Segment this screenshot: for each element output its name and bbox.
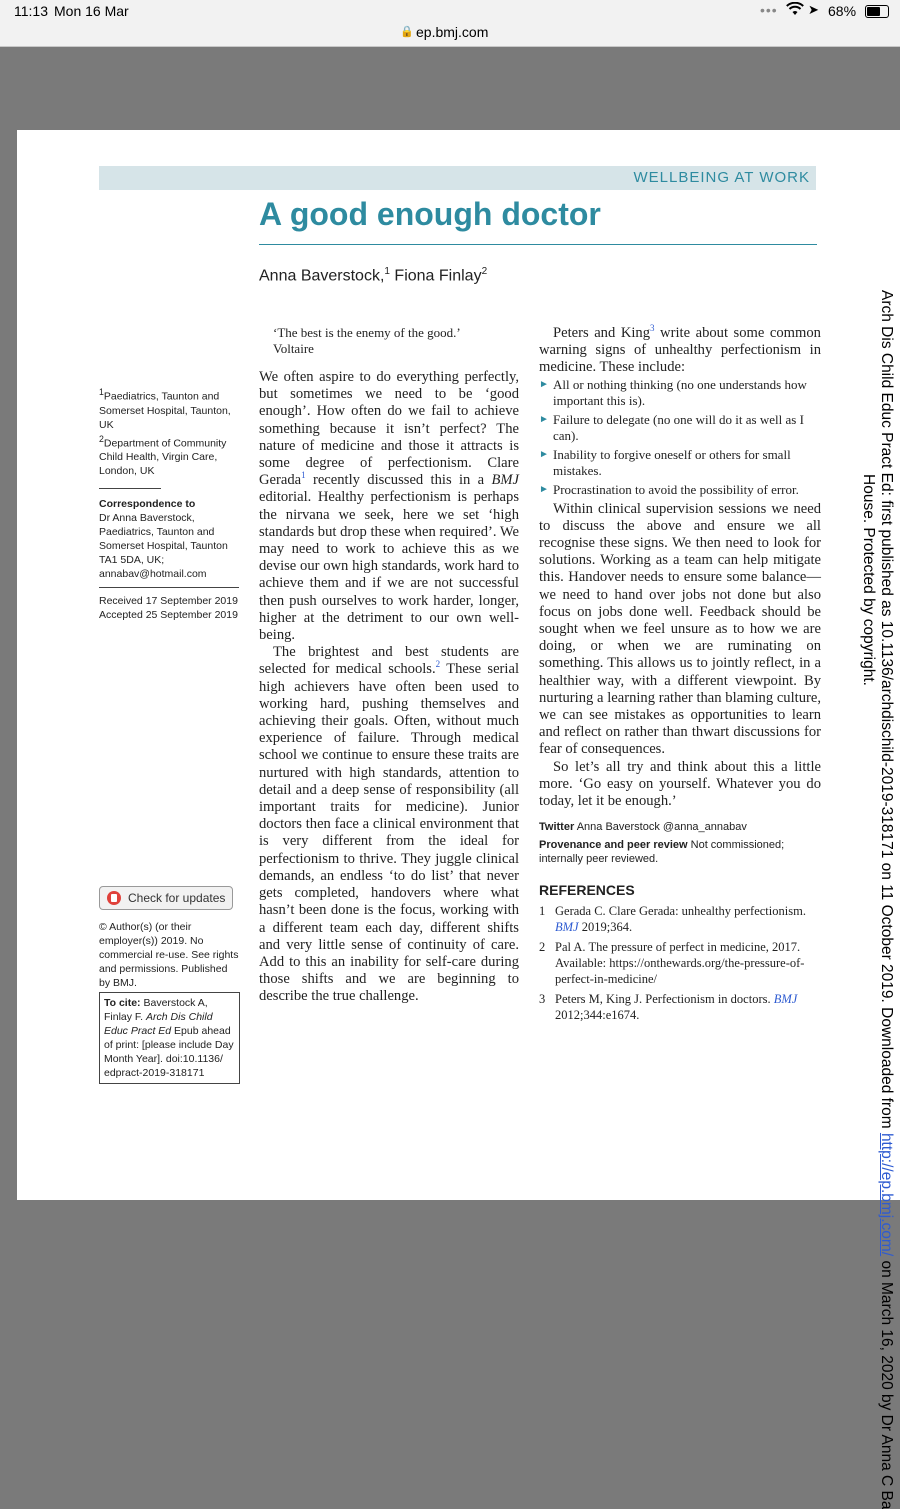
affiliation-1: $^1$Paediatrics, Taunton and Somerset Hospital, Taunton, UK — [99, 387, 231, 431]
reference-item: 1 Gerada C. Clare Gerada: unhealthy perfectionism. BMJ 2019;364. — [539, 904, 806, 935]
paragraph: Within clinical supervision sessions we need to discuss the above and ensure we all recognise these signs. We then need to look for solutions. Working as a team can help mitigate this. Handover needs to ensure some balance—we need to hand over jobs not done but also focus on jobs done well. Feedback should be sought when we feel unsure as to how we are doing, or when we are ruminating on something. This allows us to jointly reflect, in a healthier way, with a different viewpoint. By nurturing a learning rather than blaming culture, we can see mistakes as opportunities to learn and reflect on rather than thwart discussions for fear of consequences. — [539, 500, 821, 758]
status-date: Mon 16 Mar — [54, 3, 129, 19]
status-time: 11:13 — [14, 3, 48, 19]
author-name: Fiona Finlay — [394, 267, 482, 285]
references-heading: REFERENCES — [539, 882, 635, 899]
to-cite-label: To cite: — [104, 997, 141, 1009]
body-column-1 — [259, 325, 519, 1006]
correspondence-heading: Correspondence to — [99, 498, 196, 510]
location-arrow-icon: ➤ — [808, 2, 819, 17]
paragraph: Peters and King$^3$ write about some common warning signs of unhealthy perfectionism in medicine. These include: — [539, 323, 821, 376]
pdf-page — [17, 130, 900, 1509]
accepted-date: Accepted 25 September 2019 — [99, 609, 238, 621]
check-for-updates-button[interactable] — [99, 886, 233, 910]
vertical-line-1: Arch Dis Child Educ Pract Ed: first published as 10.1136/archdischild-2019-318171 on 11 October 2019. Downloaded from http://ep.bmj.com/ on March 16, 2020 by Dr Anna C Ba — [878, 290, 895, 1509]
battery-percent: 68% — [828, 3, 857, 19]
bookmark-icon — [107, 891, 121, 905]
twitter-line: Twitter Anna Baverstock @anna_annabav — [539, 821, 747, 834]
arrow-bullet-icon: ► — [539, 448, 549, 460]
author-sup: 1 — [384, 266, 390, 277]
vertical-download-notice — [859, 290, 895, 1509]
references-list — [539, 903, 821, 1023]
list-item: ► Procrastination to avoid the possibility of error. — [539, 481, 799, 497]
article-dates — [99, 587, 239, 622]
arrow-bullet-icon: ► — [539, 378, 549, 390]
section-band — [99, 166, 816, 190]
arrow-bullet-icon: ► — [539, 483, 549, 495]
epigraph: ‘The best is the enemy of the good.’ Voltaire — [273, 325, 461, 356]
url-bar[interactable] — [0, 22, 900, 47]
reference-link[interactable]: BMJ — [555, 920, 579, 935]
journal-url-link[interactable]: http://ep.bmj.com/ — [878, 1132, 895, 1257]
status-bar — [0, 0, 900, 22]
citation-link[interactable]: 2 — [435, 659, 441, 670]
body-column-2 — [539, 325, 821, 1027]
article-title: A good enough doctor — [259, 196, 601, 232]
battery-icon — [865, 5, 889, 18]
multitask-dots-icon[interactable]: ••• — [760, 2, 778, 18]
title-rule — [259, 244, 817, 245]
paragraph: We often aspire to do everything perfectly, but sometimes we need to be ‘good enough’. How often do we fail to achieve something because it isn’t perfect? The nature of medicine and those it attracts is some degree of perfectionism. Clare Gerada$^1$ recently discussed this in a BMJ editorial. Healthy perfectionism is perhaps the nirvana we seek, here we set ‘high standards but drop these when required’. We may need to work to achieve this as we devise our own high standards, work hard to achieve them and if we are not successful then push ourselves to work harder, longer, higher at the detriment to our own well-being. — [259, 369, 519, 644]
reference-item: 2 Pal A. The pressure of perfect in medicine, 2017. Available: https://onthewards.org/the-pressure-of-perfect-in-medicine/ — [539, 940, 805, 987]
citation-link[interactable]: 3 — [650, 323, 655, 334]
check-for-updates-label: Check for updates — [128, 891, 226, 905]
citation-link[interactable]: 1 — [301, 470, 306, 481]
wifi-icon — [786, 2, 804, 19]
author-sup: 2 — [481, 266, 488, 277]
peer-review-line: Provenance and peer review Not commissioned; internally peer reviewed. — [539, 839, 785, 866]
paragraph: The brightest and best students are selected for medical schools.$^2$ These serial high achievers have often been used to working hard, pushing themselves and achieving their goals. Often, without much experience of failure. Through medical school we continue to ensure these traits are nurtured with high standards, attention to detail and a deep sense of responsibility (all important traits for medicine). Junior doctors then face a clinical environment that is very different from the ideal for perfectionism to thrive. They juggle clinical demands, an endless ‘to do list’ that never gets completed, handovers where what hasn’t been done is the focus, working with a different team each day, different shifts and very little sense of continuity of care. Add to this an inability for self-care during those shifts and we are beginning to describe the true challenge. — [259, 644, 519, 1005]
copyright-notice: © Author(s) (or their employer(s)) 2019. No commercial re-use. See rights and permissions. Published by BMJ. — [99, 921, 239, 989]
author-name: Anna Baverstock, — [259, 267, 385, 285]
affiliation-2: $^2$Department of Community Child Health, Virgin Care, London, UK — [99, 433, 227, 477]
paragraph: So let’s all try and think about this a little more. ‘Go easy on yourself. Whatever you do today, let it be enough.’ — [539, 758, 821, 810]
arrow-bullet-icon: ► — [539, 413, 549, 425]
section-label: WELLBEING AT WORK — [633, 169, 810, 186]
url-text[interactable]: ep.bmj.com — [416, 24, 489, 40]
to-cite-box: To cite: Baverstock A, Finlay F. Arch Dis Child Educ Pract Ed Epub ahead of print: [please include Day Month Year]. doi:10.1136/ edpract-2019-318171 — [99, 992, 240, 1084]
list-item: ► All or nothing thinking (no one understands how important this is). — [539, 376, 807, 408]
correspondence-text: Dr Anna Baverstock, Paediatrics, Taunton and Somerset Hospital, Taunton TA1 5DA, UK; annabav@hotmail.com — [99, 512, 228, 580]
list-item: ► Inability to forgive oneself or others for small mistakes. — [539, 446, 791, 478]
divider — [99, 488, 161, 489]
received-date: Received 17 September 2019 — [99, 595, 238, 607]
warning-signs-list — [539, 377, 821, 498]
lock-icon: 🔒 — [400, 26, 414, 38]
author-list — [259, 266, 487, 285]
vertical-line-2: House. Protected by copyright. — [860, 474, 877, 686]
reference-item: 3 Peters M, King J. Perfectionism in doctors. BMJ 2012;344:e1674. — [539, 992, 798, 1023]
reference-link[interactable]: BMJ — [773, 992, 798, 1007]
list-item: ► Failure to delegate (no one will do it as well as I can). — [539, 411, 804, 443]
affiliations-sidebar — [99, 385, 239, 622]
